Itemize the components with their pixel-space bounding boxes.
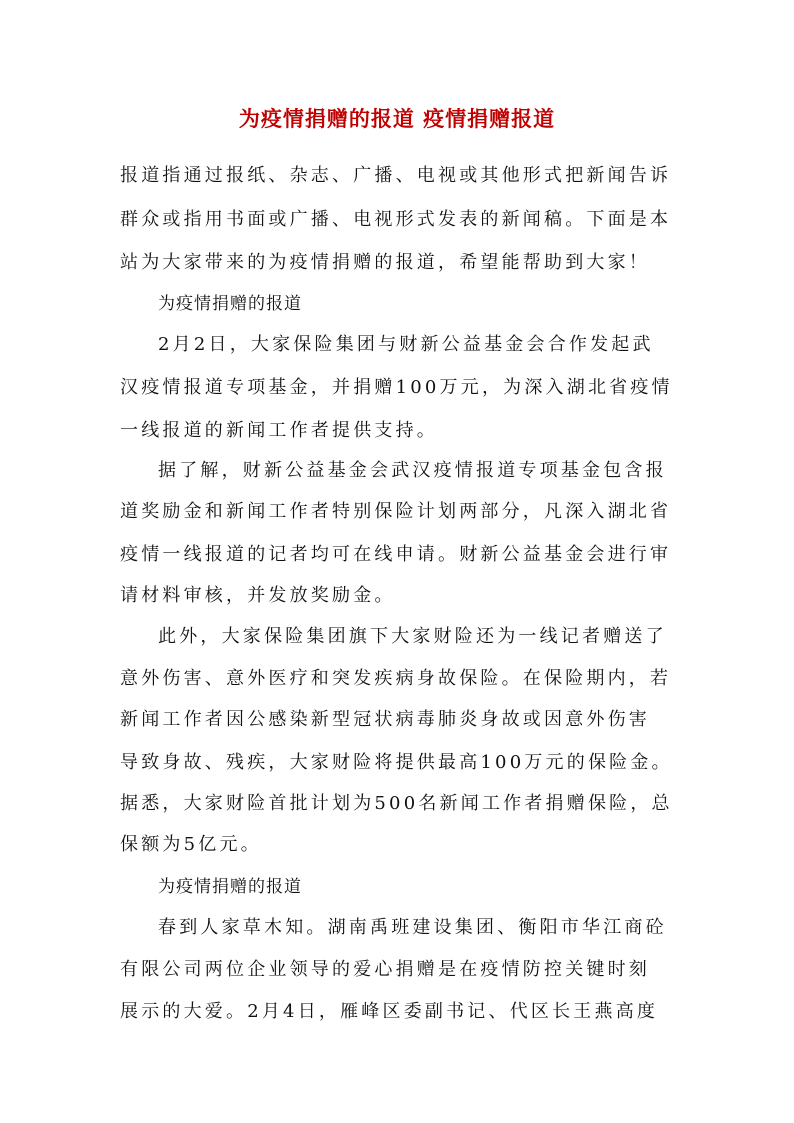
- body-line: 春到人家草木知。湖南禹班建设集团、衡阳市华江商砼: [158, 917, 667, 938]
- body-line: 展示的大爱。2月4日，雁峰区委副书记、代区长王燕高度: [120, 1001, 659, 1022]
- body-line: 道奖励金和新闻工作者特别保险计划两部分，凡深入湖北省: [120, 501, 672, 522]
- section-heading: 为疫情捐赠的报道: [158, 294, 302, 314]
- body-line: 有限公司两位企业领导的爱心捐赠是在疫情防控关键时刻: [120, 959, 650, 980]
- body-line: 据了解，财新公益基金会武汉疫情报道专项基金包含报: [158, 460, 667, 481]
- body-line: 此外，大家保险集团旗下大家财险还为一线记者赠送了: [158, 626, 667, 647]
- body-line: 请材料审核，并发放奖励金。: [120, 585, 396, 606]
- body-line: 导致身故、残疾，大家财险将提供最高100万元的保险金。: [120, 752, 673, 773]
- body-line: 新闻工作者因公感染新型冠状病毒肺炎身故或因意外伤害: [120, 709, 650, 730]
- body-line: 群众或指用书面或广播、电视形式发表的新闻稿。下面是本: [120, 209, 672, 230]
- body-line: 报道指通过报纸、杂志、广播、电视或其他形式把新闻告诉: [120, 165, 672, 186]
- body-line: 汉疫情报道专项基金，并捐赠100万元，为深入湖北省疫情: [120, 377, 673, 398]
- body-line: 2月2日，大家保险集团与财新公益基金会合作发起武: [158, 334, 654, 355]
- body-line: 一线报道的新闻工作者提供支持。: [120, 420, 438, 441]
- body-line: 据悉，大家财险首批计划为500名新闻工作者捐赠保险，总: [120, 793, 673, 814]
- body-line: 保额为5亿元。: [120, 834, 262, 855]
- body-line: 疫情一线报道的记者均可在线申请。财新公益基金会进行审: [120, 544, 672, 565]
- section-heading: 为疫情捐赠的报道: [158, 877, 302, 897]
- body-line: 站为大家带来的为疫情捐赠的报道，希望能帮助到大家！: [120, 252, 650, 273]
- body-line: 意外伤害、意外医疗和突发疾病身故保险。在保险期内，若: [120, 668, 672, 689]
- document-title: 为疫情捐赠的报道 疫情捐赠报道: [238, 106, 556, 131]
